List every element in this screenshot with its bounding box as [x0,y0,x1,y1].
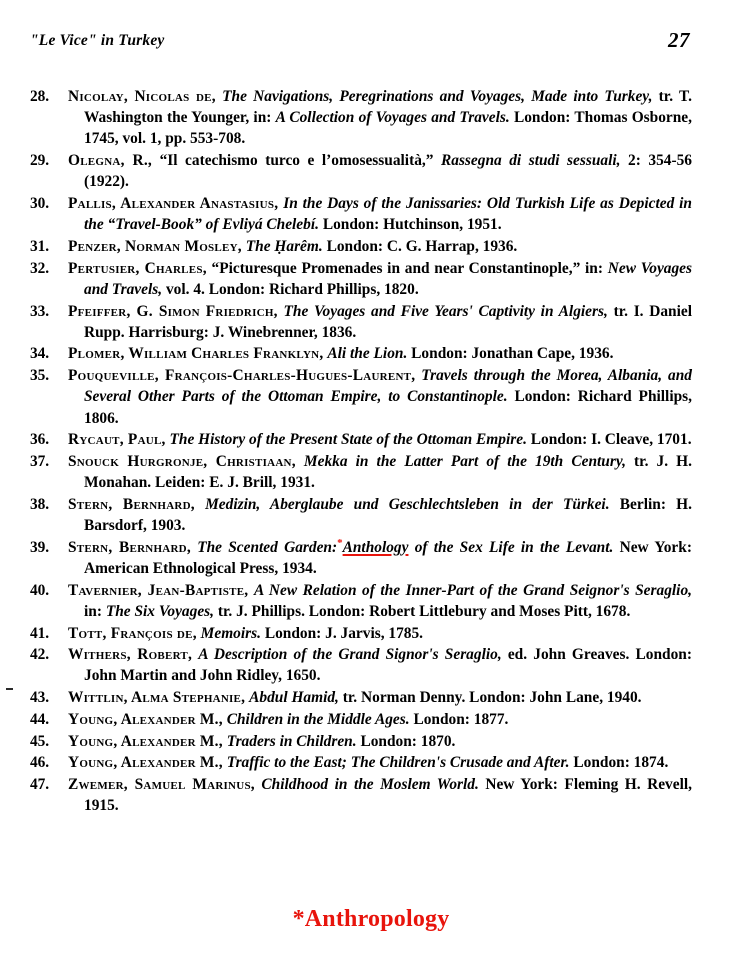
entry-body [68,451,692,493]
entry-imprint: London: 1877. [413,710,509,728]
entry-title: The Navigations, Peregrinations and Voyages, Made into Turkey, [222,88,653,105]
bibliography-entry [30,343,692,364]
entry-author: Tavernier, Jean-Baptiste, [68,581,249,599]
entry-imprint: ed. John Greaves. London: John Martin and John Ridley, 1650. [84,646,692,685]
entry-title: Mekka in the Latter Part of the 19th Century, [303,452,626,470]
entry-body [68,150,692,192]
entry-imprint: New York: Fleming H. Revell, 1915. [84,776,692,815]
entry-author: Penzer, Norman Mosley, [68,237,242,255]
entry-imprint: London: 1874. [573,754,669,772]
entry-number: 38. [30,495,49,513]
entry-author: Rycaut, Paul, [68,431,166,449]
entry-imprint: tr. J. Phillips. London: Robert Littlebury and Moses Pitt, 1678. [217,602,631,620]
entry-title: The Voyages and Five Years' Captivity in Algiers, [283,302,608,320]
entry-author: Zwemer, Samuel Marinus, [68,776,255,793]
entry-number: 31. [30,237,49,255]
entry-number: 41. [30,624,49,642]
entry-author: Pouqueville, François-Charles-Hugues-Laurent, [68,367,416,385]
bibliography-entry [30,623,692,644]
entry-author: Young, Alexander M., [68,754,223,772]
entry-number: 47. [30,776,49,793]
entry-author: Olegna, R., [68,152,153,170]
entry-title: Abdul Hamid, [249,689,339,707]
entry-title: New Voyages and Travels, [84,259,692,298]
entry-body [68,258,692,300]
bibliography-entry [30,258,692,300]
entry-author: Nicolay, Nicolas de, [68,88,216,105]
entry-number: 35. [30,367,49,385]
entry-number: 40. [30,581,49,599]
entry-body [68,343,692,364]
entry-author: Stern, Bernhard, [68,495,195,513]
entry-author: Young, Alexander M., [68,732,223,750]
entry-title: Ali the Lion. [327,345,408,363]
entry-number: 42. [30,646,49,664]
entry-title: The Ḥarêm. [245,237,323,255]
bibliography-entry [30,644,692,686]
bibliography-entry [30,687,692,708]
entry-imprint: vol. 4. London: Richard Phillips, 1820. [165,280,419,298]
entry-body [68,687,692,708]
entry-body [68,580,692,622]
entry-body [68,365,692,429]
entry-imprint: London: Thomas Osborne, 1745, vol. 1, pp. 553-708. [84,109,692,148]
entry-author: Wittlin, Alma Stephanie, [68,689,246,707]
entry-body [68,537,692,579]
footer-annotation: *Anthropology [292,906,450,932]
entry-imprint: tr. Norman Denny. London: John Lane, 1940. [342,689,642,707]
entry-author: Plomer, William Charles Franklyn, [68,345,324,363]
entry-title: Traders in Children. [226,732,357,750]
entry-journal: Rassegna di studi sessuali, [440,152,621,170]
entry-title-secondary: The Six Voyages, [105,602,214,620]
entry-body [68,774,692,816]
bibliography-list [30,86,692,816]
bibliography-entry-annotated [30,537,692,579]
entry-number: 44. [30,710,49,728]
entry-author: Snouck Hurgronje, Christiaan, [68,452,296,470]
entry-imprint: London: Hutchinson, 1951. [322,216,502,234]
entry-title: Travels through the Morea, Albania, and Several Other Parts of the Ottoman Empire, to Constantinople. [84,367,692,406]
entry-number: 28. [30,88,49,105]
bibliography-entry [30,774,692,816]
entry-title: Medizin, Aberglaube und Geschlechtsleben in der Türkei. [205,495,610,513]
entry-imprint: London: Richard Phillips, 1806. [84,388,693,427]
entry-number: 37. [30,452,49,470]
entry-title: In the Days of the Janissaries: Old Turkish Life as Depicted in the “Travel-Book” of Evliyá Chelebí. [84,195,692,234]
bibliography-entry [30,150,692,192]
entry-author: Pallis, Alexander Anastasius, [68,195,279,213]
entry-title: Childhood in the Moslem World. [261,776,479,793]
entry-body [68,731,692,752]
entry-number: 45. [30,732,49,750]
scan-artifact-mark [6,688,13,690]
entry-body [68,429,692,450]
entry-author: Pfeiffer, G. Simon Friedrich, [68,302,278,320]
entry-number: 39. [30,538,49,556]
entry-body [68,752,692,773]
bibliography-entry [30,709,692,730]
running-head [30,28,690,58]
entry-imprint: London: I. Cleave, 1701. [530,431,692,449]
entry-imprint: London: 1870. [360,732,456,750]
entry-body [68,193,692,235]
bibliography-entry [30,752,692,773]
entry-title: Memoirs. [200,624,261,642]
bibliography-entry [30,429,692,450]
entry-number: 33. [30,302,49,320]
entry-imprint: tr. J. H. Monahan. Leiden: E. J. Brill, 1931. [84,452,692,492]
bibliography-entry [30,301,692,343]
entry-body [68,236,692,257]
entry-body [68,644,692,686]
entry-author: Tott, François de, [68,624,197,642]
entry-author: Withers, Robert, [68,646,193,664]
entry-mid: tr. T. Washington the Younger, in: [84,88,692,127]
entry-author: Pertusier, Charles, [68,259,207,277]
entry-imprint: London: J. Jarvis, 1785. [264,624,424,642]
running-head-title: "Le Vice" in Turkey [30,32,165,49]
entry-author: Stern, Bernhard, [68,538,191,556]
entry-title: Children in the Middle Ages. [226,710,410,728]
bibliography-entry [30,451,692,493]
entry-number: 29. [30,152,49,170]
entry-body [68,623,692,644]
entry-number: 34. [30,345,49,363]
entry-title-suffix: of the Sex Life in the Levant. [414,538,614,556]
bibliography-entry [30,580,692,622]
entry-imprint: tr. I. Daniel Rupp. Harrisburg: J. Winebrenner, 1836. [84,302,693,341]
entry-body [68,86,692,150]
entry-title-secondary: A Collection of Voyages and Travels. [275,109,510,127]
entry-imprint: Berlin: H. Barsdorf, 1903. [84,495,692,535]
entry-quoted-title: “Picturesque Promenades in and near Constantinople,” in: [211,259,603,277]
entry-number: 46. [30,754,49,772]
entry-number: 43. [30,689,49,707]
entry-imprint: New York: American Ethnological Press, 1934. [84,538,692,577]
entry-title: A Description of the Grand Signor's Seraglio, [198,646,502,664]
bibliography-entry [30,86,692,150]
entry-number: 36. [30,431,49,449]
entry-title: A New Relation of the Inner-Part of the Grand Seignor's Seraglio, [253,581,692,599]
bibliography-entry [30,494,692,536]
page-number: 27 [668,28,690,52]
entry-body [68,301,692,343]
bibliography-entry [30,236,692,257]
entry-title: The History of the Present State of the Ottoman Empire. [169,431,527,449]
red-underlined-word: Anthology [342,538,409,556]
entry-mid: in: [84,602,102,620]
entry-title-prefix: The Scented Garden: [197,538,338,556]
entry-imprint: 2: 354-56 (1922). [84,152,692,191]
red-asterisk-marker: * [337,536,343,549]
entry-body [68,494,692,536]
entry-author: Young, Alexander M., [68,710,223,728]
bibliography-entry [30,193,692,235]
bibliography-entry [30,365,692,429]
entry-imprint: London: Jonathan Cape, 1936. [411,345,614,363]
entry-title: Traffic to the East; The Children's Crusade and After. [226,754,570,772]
entry-number: 30. [30,195,49,213]
bibliography-entry [30,731,692,752]
entry-quoted-title: “Il catechismo turco e l’omosessualità,” [159,152,434,170]
entry-imprint: London: C. G. Harrap, 1936. [326,237,518,255]
entry-number: 32. [30,259,49,277]
entry-body [68,709,692,730]
